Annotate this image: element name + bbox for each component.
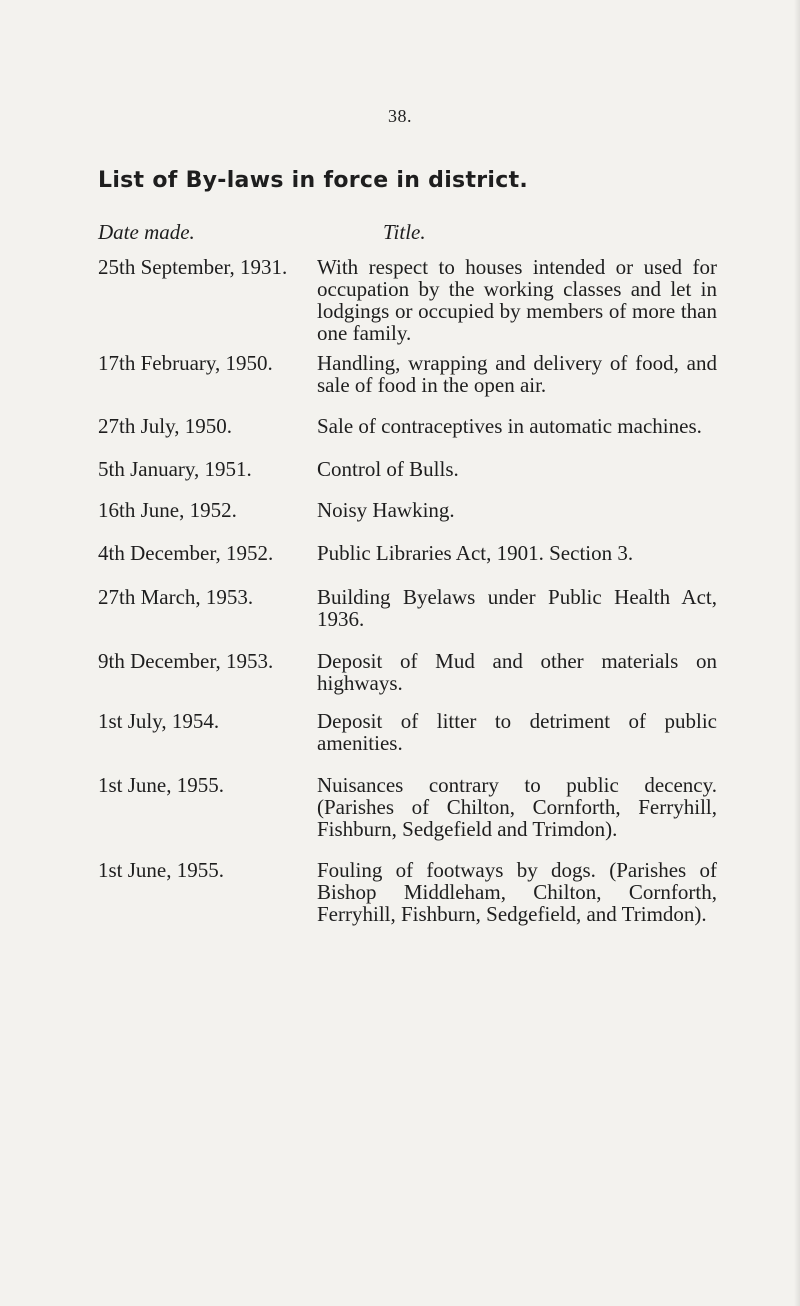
bylaw-date: 17th February, 1950. <box>98 351 273 375</box>
page-title: List of By-laws in force in district. <box>98 168 529 193</box>
bylaw-title: Noisy Hawking. <box>317 498 455 522</box>
bylaw-date: 9th December, 1953. <box>98 649 274 673</box>
column-header-date: Date made. <box>98 220 195 244</box>
bylaw-title: Fouling of footways by dogs. (Parishes of Bishop Middleham, Chilton, Cornforth, Ferryhill, Fishburn, Sedgefield, and Trimdon). <box>317 858 717 926</box>
bylaw-date: 1st June, 1955. <box>98 773 224 797</box>
bylaw-title: With respect to houses intended or used for occupation by the working classes and let in lodgings or occupied by members of more than one family. <box>317 255 717 345</box>
bylaw-title: Public Libraries Act, 1901. Section 3. <box>317 541 634 565</box>
bylaw-title: Control of Bulls. <box>317 457 459 481</box>
bylaw-title: Nuisances contrary to public decency. (Parishes of Chilton, Cornforth, Ferryhill, Fishburn, Sedgefield and Trimdon). <box>317 773 717 841</box>
bylaw-date: 4th December, 1952. <box>98 541 274 565</box>
bylaw-title: Building Byelaws under Public Health Act, 1936. <box>317 585 717 631</box>
bylaw-date: 1st July, 1954. <box>98 709 220 733</box>
bylaw-title: Deposit of Mud and other materials on highways. <box>317 649 717 695</box>
column-header-title: Title. <box>383 220 426 244</box>
bylaw-date: 27th March, 1953. <box>98 585 254 609</box>
page-number: 38. <box>388 106 412 126</box>
bylaw-date: 1st June, 1955. <box>98 858 224 882</box>
bylaw-date: 27th July, 1950. <box>98 414 232 438</box>
bylaw-date: 16th June, 1952. <box>98 498 237 522</box>
bylaw-title: Sale of contraceptives in automatic machines. <box>317 414 702 438</box>
bylaw-title: Deposit of litter to detriment of public amenities. <box>317 709 717 755</box>
page-edge-shadow <box>794 0 800 1306</box>
bylaw-date: 25th September, 1931. <box>98 255 288 279</box>
bylaw-date: 5th January, 1951. <box>98 457 252 481</box>
bylaw-title: Handling, wrapping and delivery of food, and sale of food in the open air. <box>317 351 717 397</box>
